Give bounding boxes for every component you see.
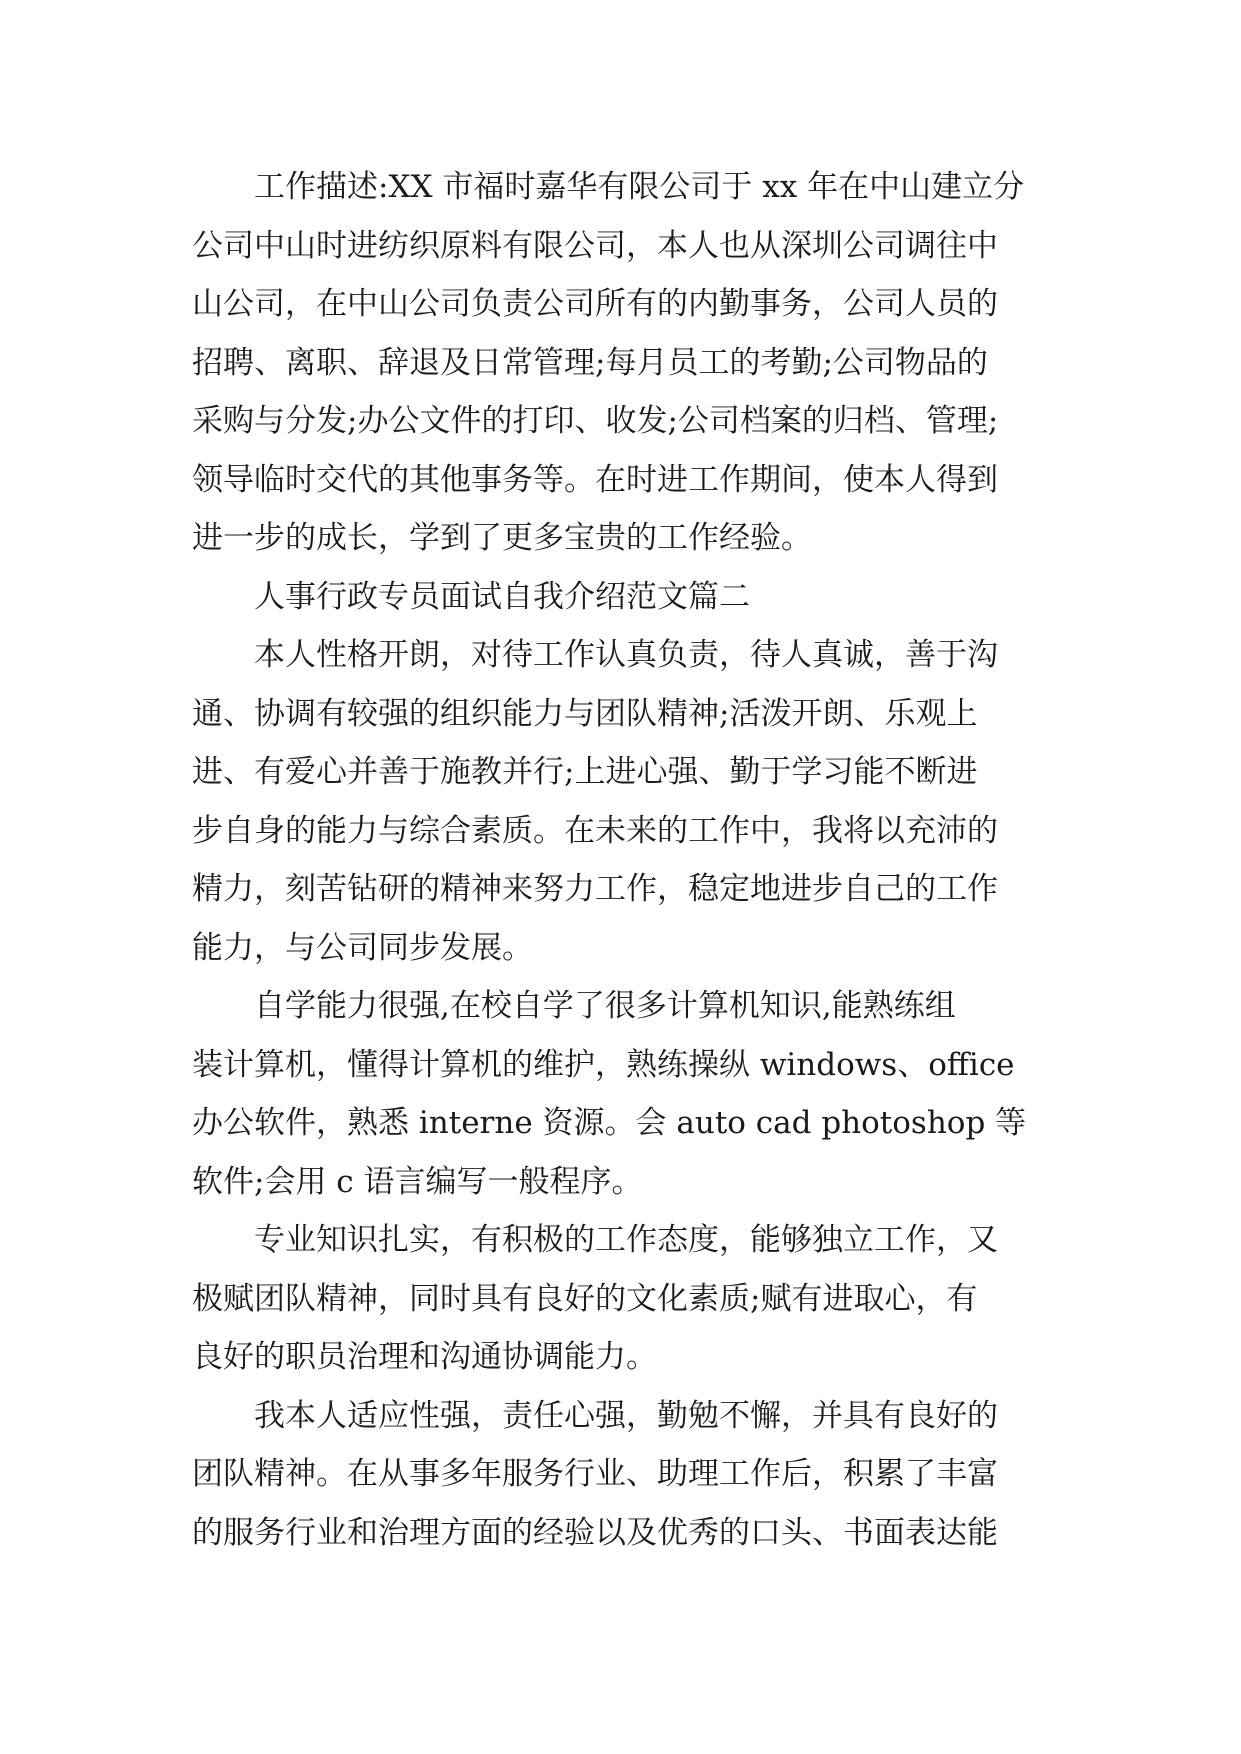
text-line: 我本人适应性强，责任心强，勤勉不懈，并具有良好的 (254, 1397, 998, 1434)
document-body (192, 158, 1050, 1562)
text-line: 进一步的成长，学到了更多宝贵的工作经验。 (192, 520, 812, 556)
text-line: 工作描述:XX 市福时嘉华有限公司于 xx 年在中山建立分 (254, 169, 1025, 205)
text-line: 采购与分发;办公文件的打印、收发;公司档案的归档、管理; (192, 403, 999, 439)
text-line: 进、有爱心并善于施教并行;上进心强、勤于学习能不断进 (192, 754, 978, 790)
text-line: 能力，与公司同步发展。 (192, 929, 533, 966)
text-line: 通、协调有较强的组织能力与团队精神;活泼开朗、乐观上 (192, 695, 978, 732)
section-heading-text: 人事行政专员面试自我介绍范文篇二 (254, 578, 750, 615)
text-line: 步自身的能力与综合素质。在未来的工作中，我将以充沛的 (192, 812, 998, 849)
text-line: 装计算机，懂得计算机的维护，熟练操纵 windows、office (192, 1046, 1015, 1083)
paragraph-personality (192, 626, 1050, 977)
text-line: 精力，刻苦钻研的精神来努力工作，稳定地进步自己的工作 (192, 871, 998, 907)
text-line: 极赋团队精神，同时具有良好的文化素质;赋有进取心，有 (192, 1280, 978, 1317)
text-line: 的服务行业和治理方面的经验以及优秀的口头、书面表达能 (192, 1514, 998, 1551)
text-line: 团队精神。在从事多年服务行业、助理工作后，积累了丰富 (192, 1456, 998, 1492)
paragraph-adaptability (192, 1387, 1050, 1563)
text-line: 招聘、离职、辞退及日常管理;每月员工的考勤;公司物品的 (192, 344, 988, 381)
text-line: 良好的职员治理和沟通协调能力。 (192, 1339, 657, 1375)
text-line: 公司中山时进纺织原料有限公司，本人也从深圳公司调往中 (192, 227, 998, 264)
text-line: 专业知识扎实，有积极的工作态度，能够独立工作，又 (254, 1222, 998, 1258)
text-line: 办公软件，熟悉 interne 资源。会 auto cad photoshop 等 (192, 1105, 1027, 1141)
text-line: 本人性格开朗，对待工作认真负责，待人真诚，善于沟 (254, 637, 998, 673)
text-line: 软件;会用 c 语言编写一般程序。 (192, 1163, 643, 1200)
text-line: 山公司，在中山公司负责公司所有的内勤事务，公司人员的 (192, 286, 998, 322)
text-line: 领导临时交代的其他事务等。在时进工作期间，使本人得到 (192, 461, 998, 498)
paragraph-work-description (192, 158, 1050, 568)
text-line: 自学能力很强,在校自学了很多计算机知识,能熟练组 (254, 988, 956, 1024)
paragraph-professional-knowledge (192, 1211, 1050, 1387)
section-heading (192, 568, 1050, 627)
paragraph-computer-skills (192, 977, 1050, 1211)
